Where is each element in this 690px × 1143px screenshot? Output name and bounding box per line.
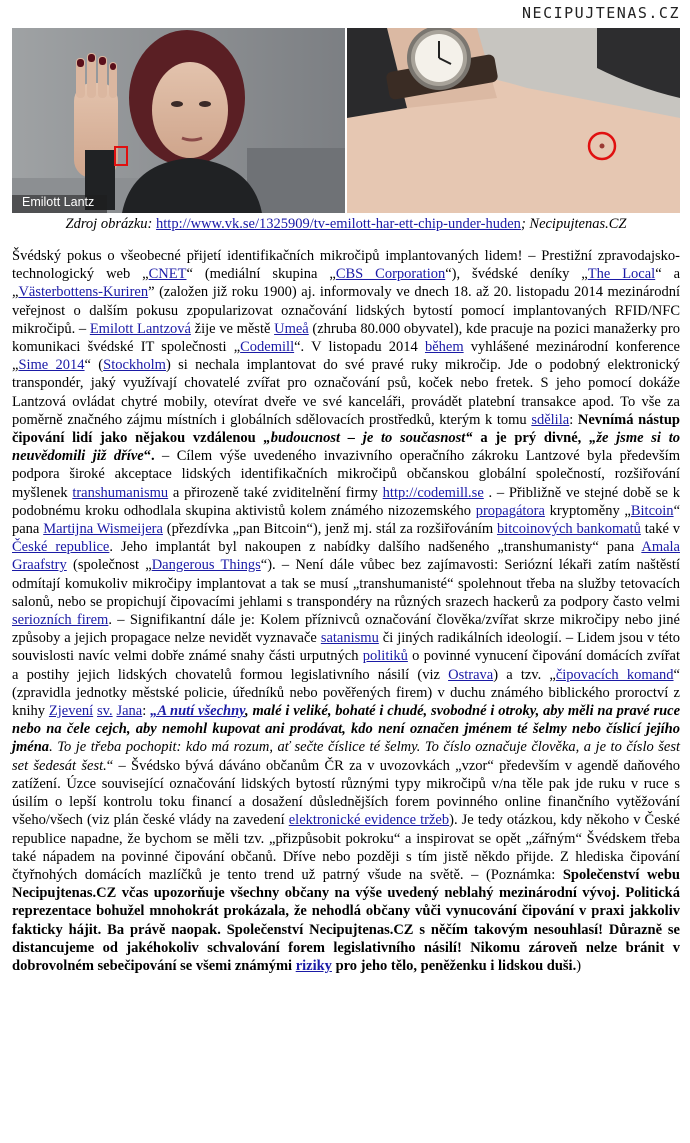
text: (zhruba 80.000 obyvatel), kde pracuje na pozici manažerky pro komunikaci švédské IT společnosti „	[12, 320, 680, 356]
photo-emilott-lantz	[12, 28, 345, 213]
photo-left-illustration	[12, 28, 345, 213]
text: ” (založen již roku 1900) aj. informovaly ve dnech 18. až 20. listopadu 2014 mezinárodní veřejnost o dalším pokusu zpopularizovat označování lidských bytostí pomocí implantovaných RFID/NFC mikročipů. –	[12, 284, 680, 337]
link-ceska-republika[interactable]: České republice	[12, 539, 110, 556]
link-umea[interactable]: Umeå	[274, 320, 309, 337]
name-tag: Emilott Lantz	[22, 195, 95, 209]
text: “ (mediální skupina „	[186, 266, 336, 283]
link-zjeveni[interactable]: Zjevení	[48, 703, 94, 720]
text: “ (zpravidla jednotky městské policie, úředníků nebo pověřených firem) v duchu známého biblického proroctví z knihy	[12, 666, 680, 720]
bold-italic-text: „budoucnost – je to současnost“	[263, 430, 473, 447]
text: “ pana	[12, 502, 680, 538]
text: vyhlášené mezinárodní konference „	[12, 339, 680, 374]
bold-text: pro jeho tělo, peněženku i lidskou duši.	[331, 957, 577, 974]
link-cipovaci-komanda[interactable]: čipovacích komand	[555, 666, 674, 683]
link-sdelila[interactable]: sdělila	[531, 411, 570, 428]
text: :	[569, 411, 578, 428]
text: )	[576, 957, 582, 974]
link-sime[interactable]: Sime 2014	[18, 357, 85, 374]
text: kryptoměny „	[544, 502, 631, 519]
text: “), švédské deníky „	[445, 266, 588, 283]
link-rizika[interactable]: riziky	[295, 957, 332, 974]
link-bitcoin-atm[interactable]: bitcoinových bankomatů	[496, 521, 641, 538]
photo-right-illustration	[347, 28, 680, 213]
link-propagator[interactable]: propagátora	[475, 502, 545, 519]
link-codemill-web[interactable]: http://codemill.se	[382, 484, 484, 501]
bold-text: Společenství webu Necipujtenas.CZ včas upozorňuje všechny občany na výše uvedený neblahý mezinárodní vývoj. Politická reprezentace bohužel mnohokrát prokázala, že nehodlá občany vůči vynucování čipování v praxi jakkoliv fakticky hájit. Ba právě naopak. Společenství Necipujtenas.CZ s něčím takovým nesouhlasí! Důrazně se distancujeme od jakéhokoliv schvalování forem legislativního násilí! Nikomu zároveň nelze bránit v dobrovolném sebečipování se všemi známými	[12, 866, 680, 974]
text: “). – Není dále vůbec bez zajímavosti: Serióznί lékaři zatím naštěstí odmítají komukoliv mikročipy implantovat a tak se musí „transhumanisté“ spolehnout třeba na služby tetovacích salonů, nebo se propichují čipovacími jehlami s transpondéry na různých srazech hackerů za podpory často velmi	[12, 557, 680, 610]
article-body	[12, 247, 680, 975]
text: ) si nechala implantovat do své pravé ruky mikročip. Jde o podobný elektronický transpondér, jaký využívají chovatelé zvířat pro označování psů, koček nebo fretek. S jeho pomocí dokáže Lantzová ovládat chytré mobily, otevírat dveře ve své kanceláři, provádět platební transakce apod. To vše za poměrně značného zájmu místních i globálních sdělovacích prostředků, kterým k tomu	[12, 357, 681, 428]
text: (společnost „	[66, 557, 152, 574]
link-the-local[interactable]: The Local	[587, 266, 656, 283]
text: či jiných radikálních ideologií. – Lidem jsou v této souvislosti navíc velmi dobře známé snahy části urputných	[12, 630, 680, 665]
link-behem[interactable]: během	[424, 339, 464, 356]
link-vk[interactable]: Västerbottens-Kuriren	[18, 284, 149, 301]
link-jana[interactable]: Jana	[116, 703, 143, 720]
text: “. V listopadu 2014	[294, 339, 425, 356]
link-ostrava[interactable]: Ostrava	[448, 666, 494, 683]
link-graafstra[interactable]: Amala Graafstry	[12, 539, 680, 574]
bold-italic-text: , malé i veliké, bohaté i chudé, svobodné i otroky, aby měli na pravé ruce nebo na čele cejch, aby nemohl kupovat ani prodávat, kdo není označen jménem té šelmy nebo číslicí jejího jména	[12, 703, 681, 756]
italic-text: . To je třeba pochopit: kdo má rozum, ať sečte číslice té šelmy. To číslo označuje člověka, a je to číslo šest set šedesát šest.	[12, 739, 680, 774]
link-bitcoin[interactable]: Bitcoin	[630, 502, 674, 519]
link-codemill[interactable]: Codemill	[240, 339, 295, 356]
text: “ a „	[12, 266, 681, 301]
link-lantzova[interactable]: Emilott Lantzová	[89, 320, 191, 337]
text: Švédský pokus o všeobecné přijetí identifikačních mikročipů implantovaných lidem! – Prestižní zpravodajsko-technologický web „	[12, 248, 680, 283]
link-a-nuti-vsechny[interactable]: „A nutí všechny	[150, 703, 246, 720]
link-politiku[interactable]: politiků	[362, 648, 408, 665]
link-satanismus[interactable]: satanismu	[320, 630, 379, 647]
text: . Jeho implantát byl nakoupen z nabídky dalšího nadšeného „transhumanisty“ pana	[109, 539, 642, 556]
text: (přezdívka „pan Bitcoin“), jenž mj. stál za rozšiřováním	[162, 521, 497, 538]
photo-wrist-chip	[347, 28, 680, 213]
photo-strip	[12, 28, 680, 213]
bold-text: a je prý divné,	[472, 430, 590, 447]
link-seriozni-firmy[interactable]: seriozních firem	[12, 612, 109, 629]
text: “ (	[84, 357, 104, 374]
watermark: NECIPUJTENAS.CZ	[522, 4, 680, 22]
text: :	[142, 703, 151, 720]
link-dangerous-things[interactable]: Dangerous Things	[151, 557, 261, 574]
text: – Cílem výše uvedeného invazivního operačního zákroku Lantzové byla především podpora široké akceptace lidských identifikačních mikročipů občanskou globální společností, rozšiřování myšlenek	[12, 448, 680, 501]
text: ) a tzv. „	[493, 666, 556, 683]
text: . – Přibližně ve stejné době se k podobnému kroku odhodlala skupina aktivistů kolem známého nizozemského	[12, 484, 680, 519]
link-sv[interactable]: sv.	[97, 703, 113, 720]
text: . – Signifikantní dále je: Kolem příznivců označování člověka/zvířat skrze mikročipy nebo jiné způsoby a jejich propagace nelze nevidět vyznavače	[12, 612, 680, 647]
link-transhumanismus[interactable]: transhumanismu	[72, 484, 169, 501]
text: “ – Švédsko bývá dáváno občanům ČR za v uvozovkách „vzor“ především v agendě daňového zatížení. Úzce související označování lidských bytostí různými typy mikročipů v/na těle pak jde ruku v ruce s úsilím o lepší kontrolu toku financí a dosažení důslednějších forem povinného online finančního vytěžování všeho/všech (viz plán české vlády na zavedení	[12, 757, 681, 829]
caption-suffix: ; Necipujtenas.CZ	[520, 216, 627, 232]
text: ). Je tedy otázkou, kdy někoho v České republice napadne, že bychom se měli tzv. „přizpůsobit pokroku“ a inspirovat se opět „zářným“ Švédskem třeba také nápadem na povinné čipování občanů. Dříve nebo později s tím jistě někdo přijde. Z hlediska čipování čtyřnohých domácích mazlíčků je tento trend už patrný všude na světě. – (Poznámka:	[12, 812, 680, 883]
text: a přirozeně také zviditelnění firmy	[168, 484, 383, 501]
link-eet[interactable]: elektronické evidence tržeb	[288, 812, 450, 829]
text: o povinné vynucení čipování domácích zvířat a postihy jejich lidských chovatelů formou legislativního násilí (viz	[12, 648, 680, 683]
caption-source-link[interactable]: http://www.vk.se/1325909/tv-emilott-har-ett-chip-under-huden	[156, 216, 521, 232]
caption-prefix: Zdroj obrázku:	[65, 216, 157, 232]
link-wismeijer[interactable]: Martijna Wismeijera	[43, 521, 163, 538]
link-stockholm[interactable]: Stockholm	[103, 357, 166, 374]
bold-text: Nevnímá nástup čipování lidí jako nějakou vzdálenou	[12, 411, 680, 447]
link-cnet[interactable]: CNET	[148, 266, 187, 283]
link-cbs[interactable]: CBS Corporation	[335, 266, 446, 283]
bold-italic-text: „že jsme si to neuvědomili již dříve	[12, 430, 680, 465]
image-caption	[12, 216, 680, 233]
text: také v	[640, 521, 680, 538]
text: žije ve městě	[190, 320, 275, 337]
bold-text: “.	[143, 448, 155, 465]
